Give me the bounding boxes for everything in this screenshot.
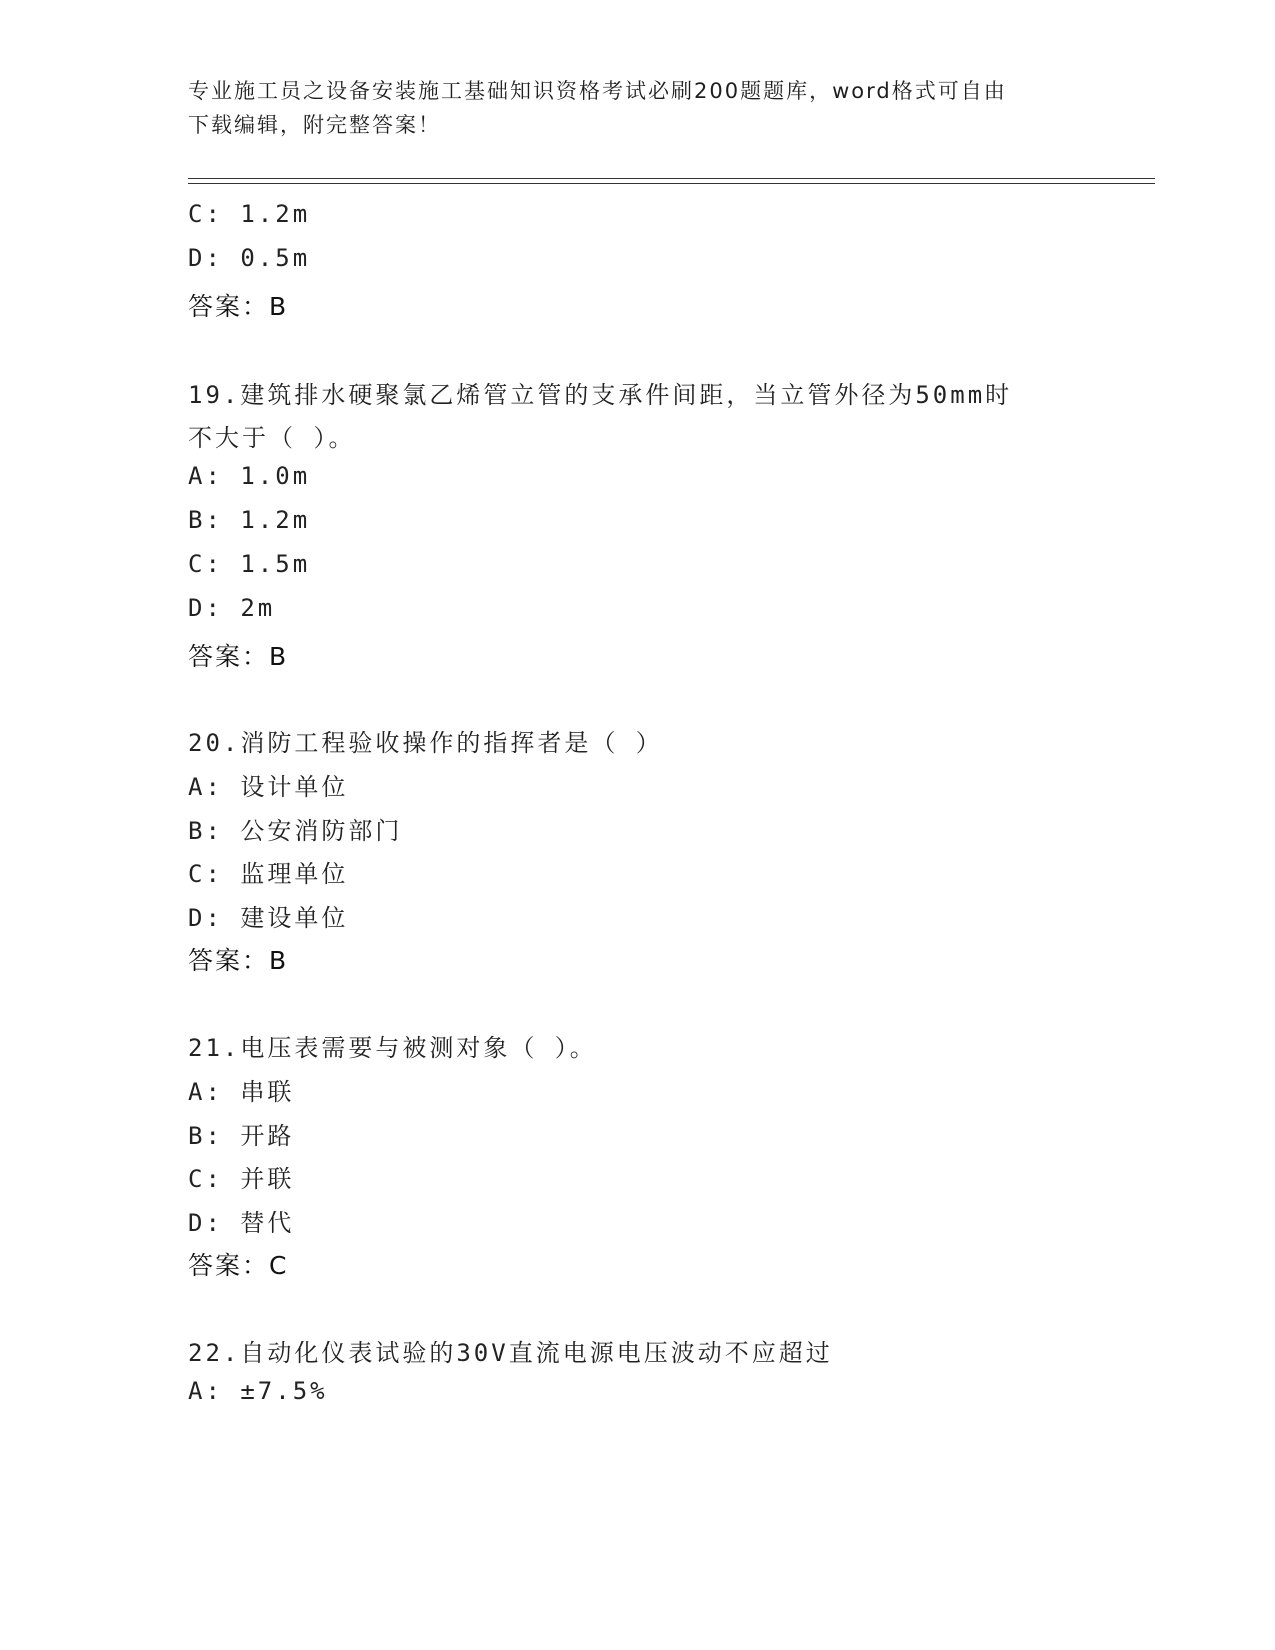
q20-option-d: D: 建设单位 xyxy=(188,904,349,932)
q19-answer: 答案：B xyxy=(188,642,289,671)
q19-stem-line-1: 19.建筑排水硬聚氯乙烯管立管的支承件间距，当立管外径为50mm时 xyxy=(188,381,1013,409)
q20-option-c: C: 监理单位 xyxy=(188,860,349,888)
q22-option-a: A: ±7.5% xyxy=(188,1377,328,1405)
q20-option-b: B: 公安消防部门 xyxy=(188,817,403,845)
q21-option-c: C: 并联 xyxy=(188,1165,295,1193)
header-line-1: 专业施工员之设备安装施工基础知识资格考试必刷200题题库，word格式可自由 xyxy=(188,79,1007,103)
q21-option-d: D: 替代 xyxy=(188,1209,295,1237)
q19-option-a: A: 1.0m xyxy=(188,462,311,490)
prev-option-d: D: 0.5m xyxy=(188,244,311,272)
header-divider-top xyxy=(188,178,1155,179)
q20-answer: 答案：B xyxy=(188,946,289,975)
q19-stem-line-2: 不大于（ ）。 xyxy=(188,424,356,452)
prev-answer: 答案：B xyxy=(188,292,289,321)
q21-option-a: A: 串联 xyxy=(188,1078,295,1106)
q20-stem: 20.消防工程验收操作的指挥者是（ ） xyxy=(188,729,663,757)
q19-option-b: B: 1.2m xyxy=(188,506,311,534)
q19-option-c: C: 1.5m xyxy=(188,550,311,578)
q21-option-b: B: 开路 xyxy=(188,1122,295,1150)
q20-option-a: A: 设计单位 xyxy=(188,773,349,801)
q19-option-d: D: 2m xyxy=(188,594,276,622)
q21-answer: 答案：C xyxy=(188,1251,289,1280)
header-divider-bottom xyxy=(188,183,1155,184)
q22-stem: 22.自动化仪表试验的30V直流电源电压波动不应超过 xyxy=(188,1339,833,1367)
prev-option-c: C: 1.2m xyxy=(188,200,311,228)
document-header xyxy=(188,74,1088,142)
q21-stem: 21.电压表需要与被测对象（ ）。 xyxy=(188,1034,597,1062)
header-line-2: 下载编辑，附完整答案！ xyxy=(188,113,441,137)
